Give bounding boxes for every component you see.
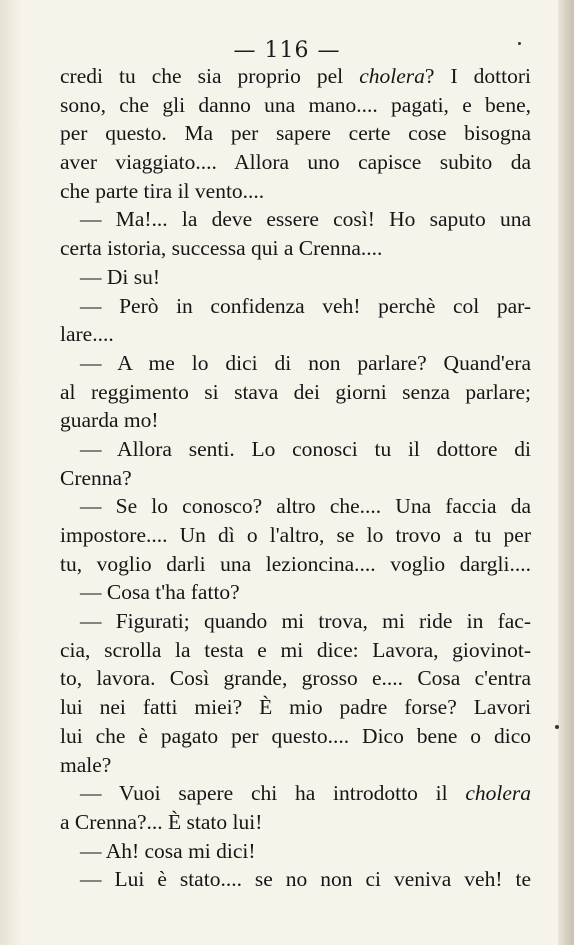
text-line: [60, 607, 531, 636]
text-run: che parte tira il vento....: [60, 178, 265, 203]
text-line: [60, 119, 531, 148]
page-edge: [558, 0, 574, 945]
text-run: lare....: [60, 322, 114, 347]
text-run: sono, che gli danno una mano.... pagati, e bene,: [60, 92, 531, 117]
text-line: [60, 808, 531, 837]
text-run-after: ? I dottori: [424, 64, 531, 88]
text-run: — A me lo dici di non parlare? Quand'era: [80, 350, 531, 375]
text-run: guarda mo!: [60, 408, 159, 433]
text-line: [60, 177, 531, 206]
text-line: [60, 263, 531, 292]
text-run: — Però in confidenza veh! perchè col par-: [80, 293, 531, 318]
text-line: [60, 349, 531, 378]
text-line: [60, 292, 531, 321]
text-line: [60, 464, 531, 493]
text-line: [60, 492, 531, 521]
text-run: — Di su!: [80, 264, 161, 289]
text-line: [60, 234, 531, 263]
italic-run: cholera: [359, 64, 425, 88]
text-run: — Allora senti. Lo conosci tu il dottore di: [80, 436, 531, 461]
text-run: certa istoria, successa qui a Crenna....: [60, 236, 383, 261]
text-line: [60, 779, 531, 808]
text-run: per questo. Ma per sapere certe cose bisogna: [60, 121, 531, 146]
text-line: [60, 62, 531, 91]
text-line: [60, 521, 531, 550]
page-number: — 116 —: [233, 38, 341, 63]
text-run: — Figurati; quando mi trova, mi ride in fac-: [80, 609, 531, 634]
text-run: credi tu che sia proprio pel: [60, 64, 360, 88]
body-text: [60, 62, 531, 894]
text-run: — Vuoi sapere chi ha introdotto il: [80, 781, 466, 806]
text-line: [60, 435, 531, 464]
text-run: al reggimento si stava dei giorni senza parlare;: [60, 379, 531, 404]
text-line: [60, 664, 531, 693]
text-line: [60, 205, 531, 234]
text-run: aver viaggiato.... Allora uno capisce subito da: [60, 150, 531, 175]
text-line: [60, 320, 531, 349]
text-line: [60, 378, 531, 407]
text-line: [60, 91, 531, 120]
text-run: — Lui è stato.... se no non ci veniva veh! te: [80, 867, 531, 892]
text-run: — Se lo conosco? altro che.... Una faccia da: [80, 494, 531, 519]
italic-run: cholera: [465, 781, 531, 806]
text-line: [60, 837, 531, 866]
text-line: [60, 865, 531, 894]
text-run: cia, scrolla la testa e mi dice: Lavora, giovinot-: [60, 637, 531, 662]
text-run: a Crenna?... È stato lui!: [60, 809, 263, 834]
gutter-shadow: [0, 0, 22, 945]
text-run: Crenna?: [60, 465, 132, 490]
text-run: to, lavora. Così grande, grosso e.... Cosa c'entra: [60, 666, 531, 691]
text-run: lui nei fatti miei? È mio padre forse? Lavori: [60, 695, 531, 720]
text-line: [60, 148, 531, 177]
text-line: [60, 406, 531, 435]
text-line: [60, 550, 531, 579]
text-line: [60, 751, 531, 780]
ink-speck: [518, 42, 521, 45]
text-run: — Ah! cosa mi dici!: [80, 838, 256, 863]
text-line: [60, 693, 531, 722]
text-line: [60, 578, 531, 607]
text-run: — Ma!... la deve essere così! Ho saputo una: [80, 207, 531, 232]
text-run: — Cosa t'ha fatto?: [80, 580, 240, 605]
text-run: tu, voglio darli una lezioncina.... voglio dargli....: [60, 551, 531, 576]
text-line: [60, 722, 531, 751]
text-run: lui che è pagato per questo.... Dico bene o dico: [60, 723, 531, 748]
text-run: male?: [60, 752, 112, 777]
text-run: impostore.... Un dì o l'altro, se lo trovo a tu per: [60, 523, 531, 547]
ink-speck: [555, 725, 559, 729]
text-line: [60, 636, 531, 665]
